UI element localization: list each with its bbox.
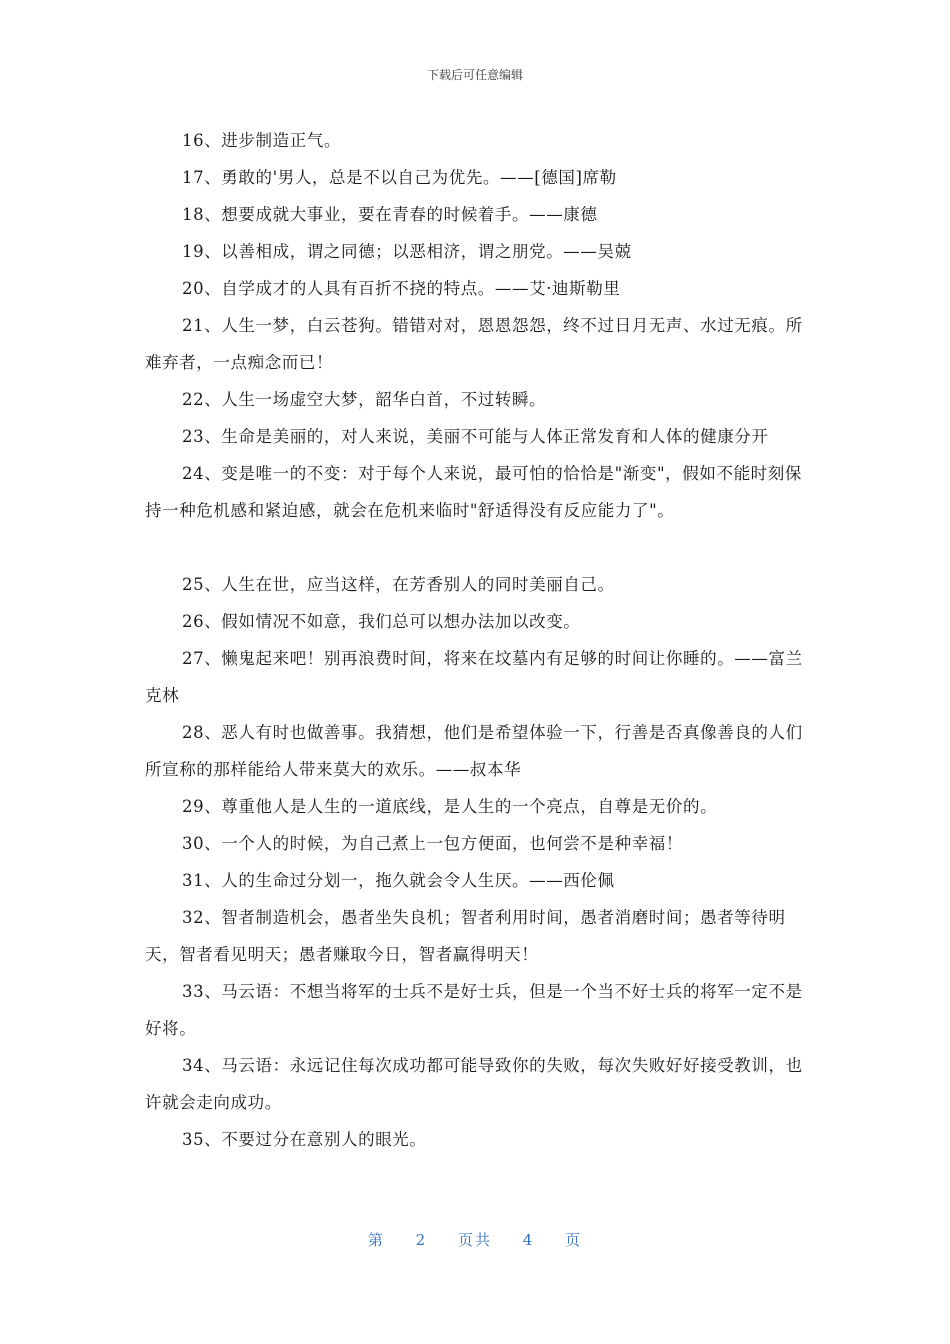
quote-paragraph: 29、尊重他人是人生的一道底线，是人生的一个亮点，自尊是无价的。 [182,797,718,816]
page-mid: 页共 [457,1231,492,1249]
quote-paragraph: 34、马云语：永远记住每次成功都可能导致你的失败，每次失败好好接受教训，也许就会走向成功。 [145,1056,803,1112]
quote-paragraph: 32、智者制造机会，愚者坐失良机；智者利用时间，愚者消磨时间；愚者等待明天，智者看见明天；愚者赚取今日，智者赢得明天！ [145,908,786,964]
page-number: 2 [415,1231,428,1249]
quote-paragraph: 17、勇敢的'男人，总是不以自己为优先。——[德国]席勒 [182,168,617,187]
quote-paragraph: 20、自学成才的人具有百折不挠的特点。——艾·迪斯勒里 [182,279,621,298]
quote-paragraph: 28、恶人有时也做善事。我猜想，他们是希望体验一下，行善是否真像善良的人们所宣称的那样能给人带来莫大的欢乐。——叔本华 [145,723,803,779]
quote-paragraph: 25、人生在世，应当这样，在芳香别人的同时美丽自己。 [182,575,615,594]
quote-paragraph: 23、生命是美丽的，对人来说，美丽不可能与人体正常发育和人体的健康分开 [182,427,769,446]
page-footer [0,1229,950,1250]
quote-paragraph: 35、不要过分在意别人的眼光。 [182,1130,427,1149]
page-header: 下载后可任意编辑 [426,68,523,82]
quote-paragraph: 18、想要成就大事业，要在青春的时候着手。——康德 [182,205,598,224]
quote-paragraph: 26、假如情况不如意，我们总可以想办法加以改变。 [182,612,581,631]
quote-paragraph: 19、以善相成，谓之同德；以恶相济，谓之朋党。——吴兢 [182,242,632,261]
quote-paragraph: 31、人的生命过分划一，拖久就会令人生厌。——西伦佩 [182,871,615,890]
blank-line [145,529,807,566]
quote-paragraph: 21、人生一梦，白云苍狗。错错对对，恩恩怨怨，终不过日月无声、水过无痕。所难弃者，一点痴念而已！ [145,316,803,372]
quote-paragraph: 33、马云语：不想当将军的士兵不是好士兵，但是一个当不好士兵的将军一定不是好将。 [145,982,803,1038]
quote-paragraph: 22、人生一场虚空大梦，韶华白首，不过转瞬。 [182,390,547,409]
quote-paragraph: 16、进步制造正气。 [182,131,341,150]
page-suffix: 页 [565,1231,583,1249]
page-prefix: 第 [367,1231,385,1249]
document-body [145,122,807,1158]
total-pages: 4 [522,1231,535,1249]
quote-paragraph: 30、一个人的时候，为自己煮上一包方便面，也何尝不是种幸福！ [182,834,683,853]
quote-paragraph: 24、变是唯一的不变：对于每个人来说，最可怕的恰恰是"渐变"，假如不能时刻保持一种危机感和紧迫感，就会在危机来临时"舒适得没有反应能力了"。 [145,464,802,520]
quote-paragraph: 27、懒鬼起来吧！别再浪费时间，将来在坟墓内有足够的时间让你睡的。——富兰克林 [145,649,803,705]
